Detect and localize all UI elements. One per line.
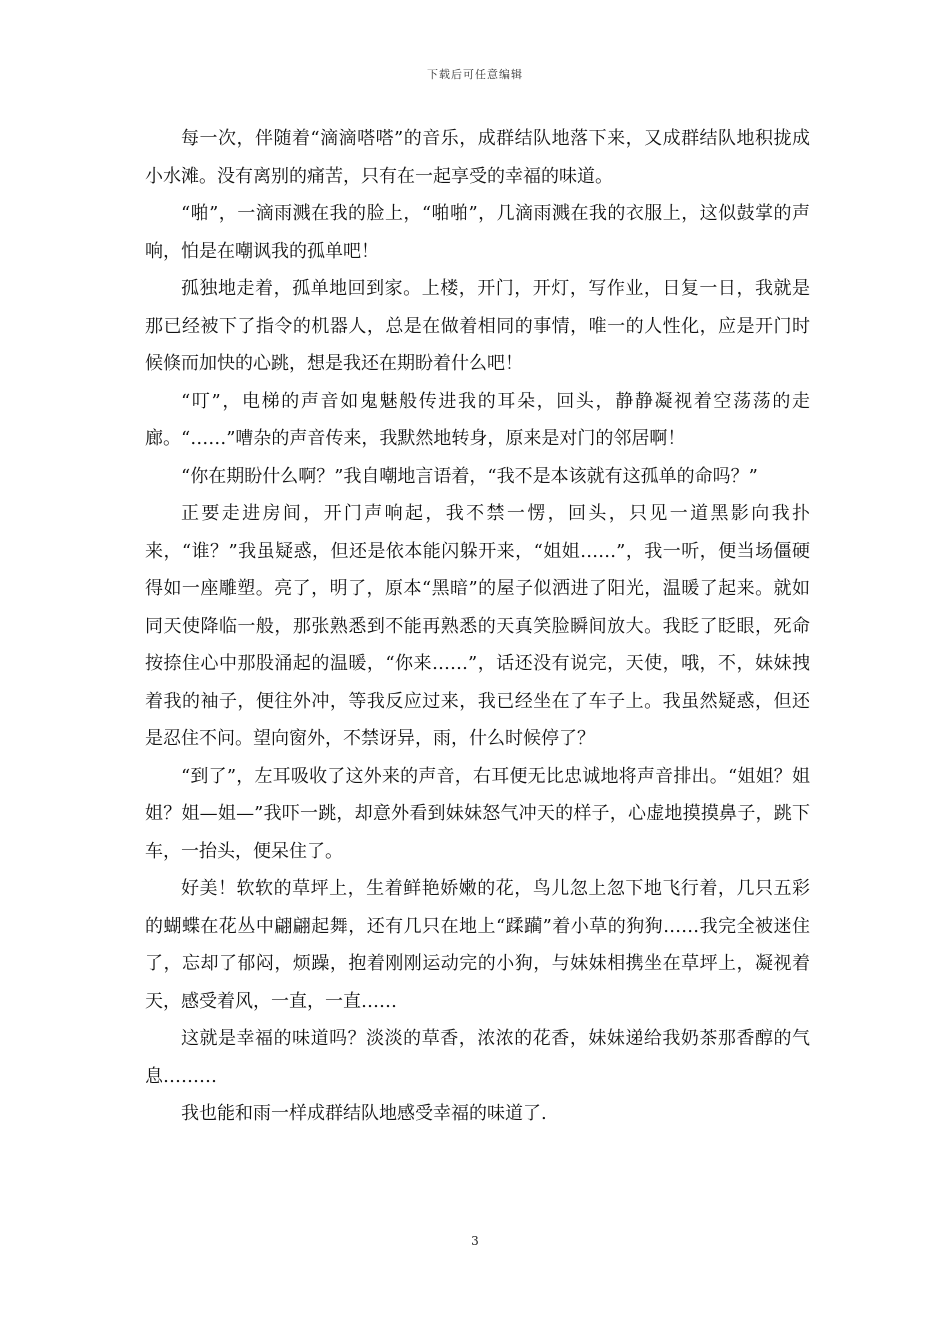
paragraph: “到了”，左耳吸收了这外来的声音，右耳便无比忠诚地将声音排出。“姐姐？姐姐？姐—姐—”我吓一跳，却意外看到妹妹怒气冲天的样子，心虚地摸摸鼻子，跳下车，一抬头，便呆住了。 bbox=[145, 765, 810, 862]
paragraph: 我也能和雨一样成群结队地感受幸福的味道了. bbox=[181, 1103, 547, 1124]
paragraph: 好美！软软的草坪上，生着鲜艳娇嫩的花，鸟儿忽上忽下地飞行着，几只五彩的蝴蝶在花丛中翩翩起舞，还有几只在地上“蹂躏”着小草的狗狗……我完全被迷住了，忘却了郁闷，烦躁，抱着刚刚运动完的小狗，与妹妹相携坐在草坪上，凝视着天，感受着风，一直，一直…… bbox=[145, 878, 810, 1012]
paragraph: 孤独地走着，孤单地回到家。上楼，开门，开灯，写作业，日复一日，我就是那已经被下了指令的机器人，总是在做着相同的事情，唯一的人性化，应是开门时候倏而加快的心跳，想是我还在期盼着什么吧！ bbox=[145, 278, 810, 374]
page-number: 3 bbox=[471, 1234, 479, 1248]
paragraph: 正要走进房间，开门声响起，我不禁一愣，回头，只见一道黑影向我扑来，“谁？”我虽疑惑，但还是依本能闪躲开来，“姐姐……”，我一听，便当场僵硬得如一座雕塑。亮了，明了，原本“黑暗”的屋子似洒进了阳光，温暖了起来。就如同天使降临一般，那张熟悉到不能再熟悉的天真笑脸瞬间放大。我眨了眨眼，死命按捺住心中那股涌起的温暖，“你来……”，话还没有说完，天使，哦，不，妹妹拽着我的袖子，便往外冲，等我反应过来，我已经坐在了车子上。我虽然疑惑，但还是忍住不问。望向窗外，不禁讶异，雨，什么时候停了？ bbox=[145, 503, 810, 749]
paragraph: “你在期盼什么啊？”我自嘲地言语着，“我不是本该就有这孤单的命吗？” bbox=[181, 465, 758, 487]
paragraph: “叮”，电梯的声音如鬼魅般传进我的耳朵，回头，静静凝视着空荡荡的走廊。“……”嘈杂的声音传来，我默然地转身，原来是对门的邻居啊！ bbox=[145, 390, 810, 449]
paragraph: “啪”，一滴雨溅在我的脸上，“啪啪”，几滴雨溅在我的衣服上，这似鼓掌的声响，怕是在嘲讽我的孤单吧！ bbox=[145, 203, 810, 262]
page-header: 下载后可任意编辑 bbox=[427, 68, 523, 81]
paragraph: 这就是幸福的味道吗？淡淡的草香，浓浓的花香，妹妹递给我奶茶那香醇的气息……… bbox=[145, 1028, 810, 1087]
paragraph: 每一次，伴随着“滴滴嗒嗒”的音乐，成群结队地落下来，又成群结队地积拢成小水滩。没有离别的痛苦，只有在一起享受的幸福的味道。 bbox=[145, 128, 810, 187]
document-body bbox=[145, 120, 810, 1133]
